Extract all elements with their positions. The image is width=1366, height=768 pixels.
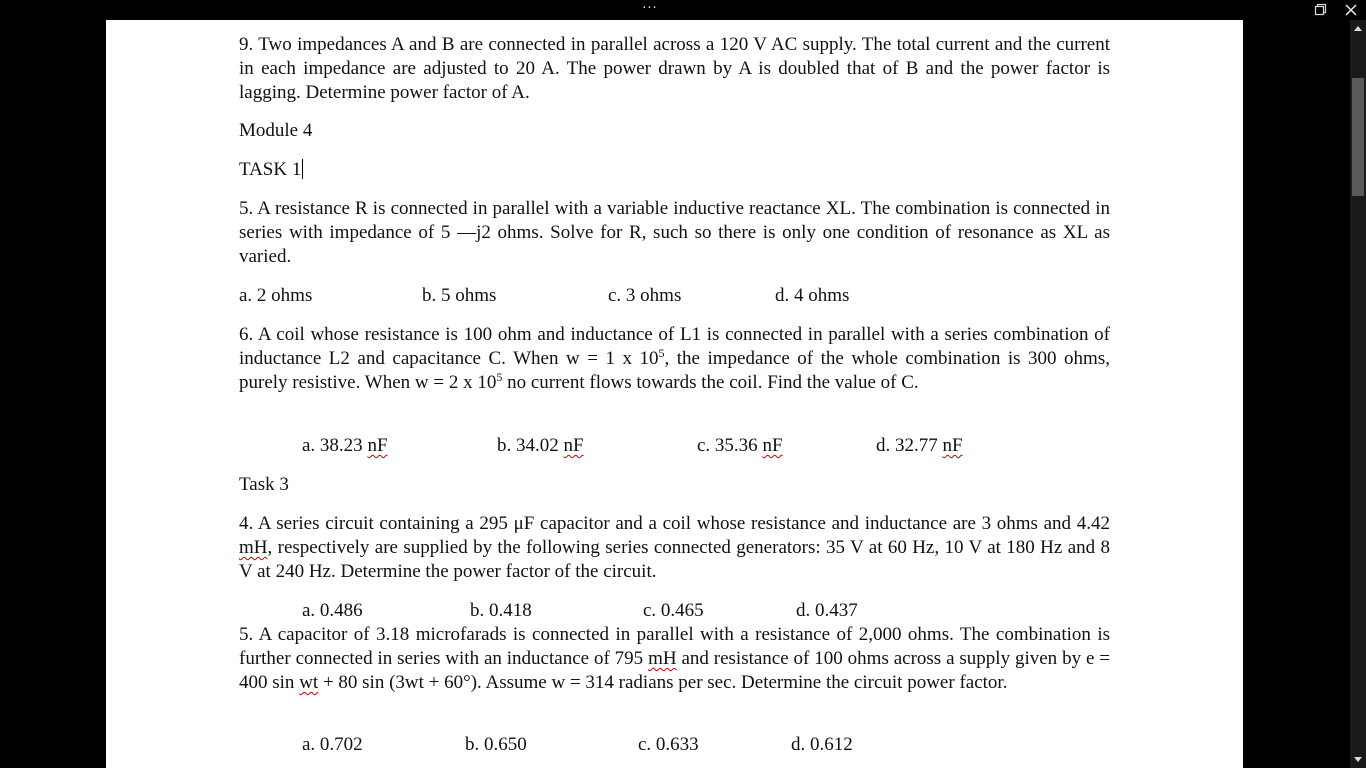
vertical-scrollbar[interactable]	[1350, 20, 1366, 768]
option-a: a. 2 ohms	[239, 285, 313, 306]
q4-part1: 4. A series circuit containing a 295 μF capacitor and a coil whose resistance and inductance are 3 ohms and 4.42	[239, 513, 1110, 534]
question-5-task1-options	[239, 284, 939, 308]
spellcheck-unit: nF	[563, 435, 584, 456]
option-d: d. 4 ohms	[775, 285, 850, 306]
option-a-value: a. 38.23	[302, 435, 368, 456]
option-b: b. 0.650	[465, 734, 527, 755]
q5-part3: + 80 sin (3wt + 60°). Assume w = 314 radians per sec. Determine the circuit power factor.	[318, 672, 1008, 693]
q6-part2: , the impedance of the whole combination is 300 ohms, purely resistive. When w = 2 x 10	[239, 348, 1110, 393]
option-a	[302, 434, 388, 458]
q6-exponent-1: 5	[658, 346, 665, 360]
task1-heading	[239, 158, 303, 182]
module-heading: Module 4	[239, 120, 313, 141]
scroll-up-arrow-icon[interactable]	[1350, 20, 1366, 38]
document-page[interactable]	[106, 20, 1243, 768]
option-c: c. 0.633	[638, 734, 699, 755]
option-c: c. 3 ohms	[608, 285, 682, 306]
q6-part3: no current flows towards the coil. Find the value of C.	[502, 372, 919, 393]
more-options-icon[interactable]: ···	[642, 1, 658, 16]
option-b: b. 5 ohms	[422, 285, 497, 306]
option-a: a. 0.486	[302, 600, 363, 621]
restore-window-icon[interactable]	[1313, 3, 1329, 17]
spellcheck-unit: nF	[367, 435, 388, 456]
question-6-text	[239, 323, 1110, 395]
option-a: a. 0.702	[302, 734, 363, 755]
question-4-text	[239, 512, 1110, 584]
question-5-task3-text	[239, 623, 1110, 695]
question-5-task3-options	[302, 733, 1002, 757]
question-6-options	[302, 434, 1002, 458]
text-cursor	[302, 159, 303, 179]
spellcheck-wt: wt	[299, 672, 319, 693]
question-4-options	[302, 599, 1002, 623]
option-c-value: c. 35.36	[697, 435, 763, 456]
scroll-down-arrow-icon[interactable]	[1350, 750, 1366, 768]
question-9-text: 9. Two impedances A and B are connected in parallel across a 120 V AC supply. The total current and the current in each impedance are adjusted to 20 A. The power drawn by A is doubled that of B and the power factor is lagging. Determine power factor of A.	[239, 34, 1110, 103]
close-icon[interactable]	[1343, 2, 1359, 18]
option-c: c. 0.465	[643, 600, 704, 621]
option-b: b. 0.418	[470, 600, 532, 621]
q5-part1: 5. A capacitor of 3.18 microfarads is connected in parallel with a resistance of 2,000 ohms. The combination is further connected in series with an inductance of 795	[239, 624, 1110, 669]
title-bar	[0, 0, 1366, 20]
option-c	[697, 434, 783, 458]
spellcheck-unit: mH	[239, 537, 268, 558]
option-d	[876, 434, 963, 458]
q6-exponent-2: 5	[496, 370, 503, 384]
spellcheck-unit: mH	[648, 648, 677, 669]
question-5-task1-text: 5. A resistance R is connected in parallel with a variable inductive reactance XL. The combination is connected in series with impedance of 5 —j2 ohms. Solve for R, such so there is only one condition of resonance as XL as varied.	[239, 198, 1110, 267]
option-d: d. 0.612	[791, 734, 853, 755]
q6-part1: 6. A coil whose resistance is 100 ohm and inductance of L1 is connected in parallel with a series combination of inductance L2 and capacitance C. When w = 1 x 10	[239, 324, 1110, 369]
spellcheck-unit: nF	[942, 435, 963, 456]
option-b-value: b. 34.02	[497, 435, 564, 456]
option-b	[497, 434, 584, 458]
option-d: d. 0.437	[796, 600, 858, 621]
option-d-value: d. 32.77	[876, 435, 943, 456]
spellcheck-unit: nF	[762, 435, 783, 456]
task3-heading: Task 3	[239, 474, 289, 495]
q5-part2: and resistance of 100 ohms across a supply given by e = 400 sin	[239, 648, 1110, 693]
q4-part2: , respectively are supplied by the following series connected generators: 35 V at 60 Hz, 10 V at 180 Hz and 8 V at 240 Hz. Determine the power factor of the circuit.	[239, 537, 1110, 582]
task1-heading-text: TASK 1	[239, 159, 302, 180]
scrollbar-thumb[interactable]	[1352, 78, 1364, 196]
